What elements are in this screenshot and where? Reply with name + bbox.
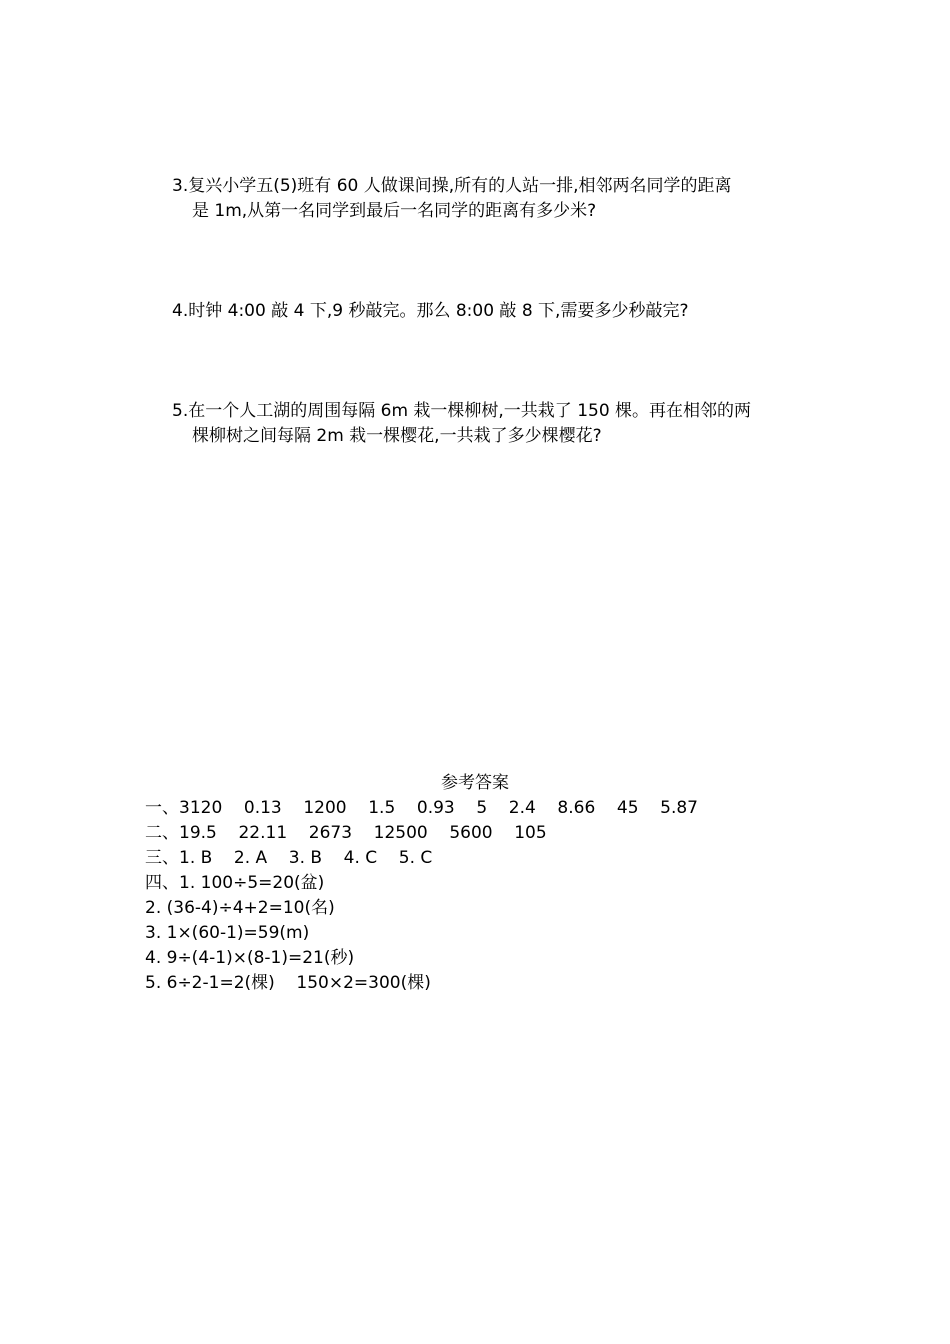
answer-row-section-2: 二、19.5 22.11 2673 12500 5600 105 (145, 823, 547, 843)
problem-5 (172, 399, 812, 449)
problem-5-line-2: 棵柳树之间每隔 2m 栽一棵樱花,一共栽了多少棵樱花? (192, 426, 602, 446)
answer-row-section-4-item-1: 四、1. 100÷5=20(盆) (145, 873, 325, 893)
problem-3-line-2: 是 1m,从第一名同学到最后一名同学的距离有多少米? (192, 201, 597, 221)
answer-row-section-4-item-5: 5. 6÷2-1=2(棵) 150×2=300(棵) (145, 973, 431, 993)
problem-4 (172, 299, 812, 324)
problem-5-line-1: 5.在一个人工湖的周围每隔 6m 栽一棵柳树,一共栽了 150 棵。再在相邻的两 (172, 401, 752, 421)
answer-row-section-4-item-4: 4. 9÷(4-1)×(8-1)=21(秒) (145, 948, 355, 968)
answer-row-section-4-item-2: 2. (36-4)÷4+2=10(名) (145, 898, 335, 918)
problem-3-line-1: 3.复兴小学五(5)班有 60 人做课间操,所有的人站一排,相邻两名同学的距离 (172, 176, 732, 196)
answer-row-section-4-item-3: 3. 1×(60-1)=59(m) (145, 923, 310, 943)
answer-row-section-3: 三、1. B 2. A 3. B 4. C 5. C (145, 848, 433, 868)
answers-section (145, 796, 845, 996)
answer-row-section-1: 一、3120 0.13 1200 1.5 0.93 5 2.4 8.66 45 5.87 (145, 798, 698, 818)
problem-3 (172, 174, 812, 224)
problem-4-line-1: 4.时钟 4:00 敲 4 下,9 秒敲完。那么 8:00 敲 8 下,需要多少秒敲完? (172, 301, 689, 321)
answers-title: 参考答案 (441, 773, 509, 793)
